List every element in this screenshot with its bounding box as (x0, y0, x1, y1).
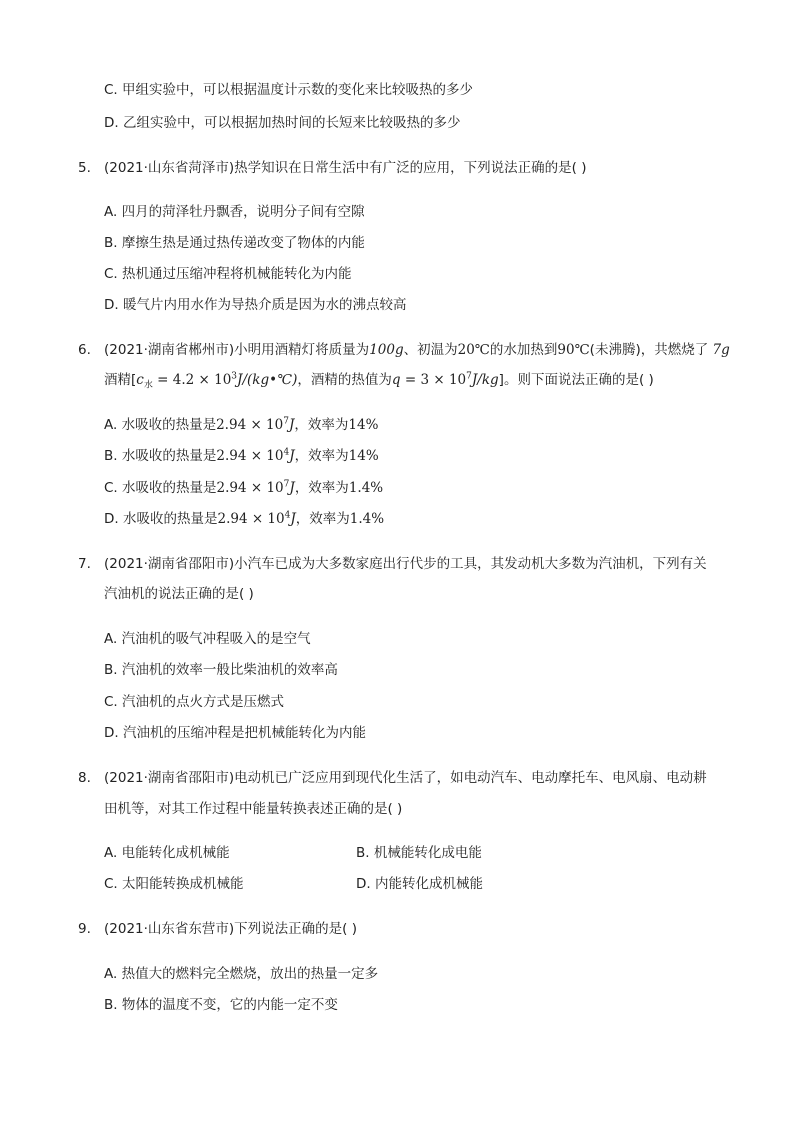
q6-option-b-efficiency: 14% (348, 448, 379, 464)
q6-option-b (104, 446, 379, 466)
q6-option-a-efficiency: 14% (348, 417, 379, 433)
q6-option-d-value: 2.94 × 10 (217, 511, 285, 527)
q7-stem-line2: 汽油机的说法正确的是( ) (104, 586, 254, 602)
q6-c-subscript: 水 (143, 380, 153, 391)
q9-option-b: B. 物体的温度不变，它的内能一定不变 (104, 997, 338, 1013)
q7-option-a: A. 汽油机的吸气冲程吸入的是空气 (104, 631, 311, 647)
q6-option-c (104, 478, 383, 498)
q6-option-b-value: 2.94 × 10 (216, 448, 284, 464)
q6-option-a-value: 2.94 × 10 (216, 417, 284, 433)
q6-option-d-text: ，效率为 (295, 511, 350, 527)
q6-final-temp: 90℃ (557, 342, 590, 358)
q6-stem-text: 酒精[ (104, 372, 137, 388)
q8-option-b: B. 机械能转化成电能 (356, 845, 482, 861)
q6-option-a-text: ，效率为 (294, 417, 349, 433)
q6-option-c-text: ，效率为 (294, 480, 349, 496)
q6-option-d (104, 509, 384, 529)
q6-option-b-text: B. 水吸收的热量是 (104, 448, 217, 464)
q4-option-d: D. 乙组实验中，可以根据加热时间的长短来比较吸热的多少 (104, 115, 461, 131)
q7-number: 7. (78, 556, 91, 572)
q6-option-c-value: 2.94 × 10 (216, 480, 284, 496)
q8-option-c: C. 太阳能转换成机械能 (104, 876, 244, 892)
q6-number: 6. (78, 342, 91, 358)
q5-option-d: D. 暖气片内用水作为导热介质是因为水的沸点较高 (104, 297, 407, 313)
q6-mass: 100g (369, 342, 404, 358)
q6-c-exponent: 3 (231, 371, 238, 382)
q6-option-b-unit: J (289, 448, 295, 464)
q8-option-d: D. 内能转化成机械能 (356, 876, 483, 892)
q7-option-c: C. 汽油机的点火方式是压燃式 (104, 694, 285, 710)
q5-stem: (2021·山东省菏泽市)热学知识在日常生活中有广泛的应用，下列说法正确的是( ) (104, 160, 587, 176)
q6-option-c-unit: J (289, 480, 295, 496)
q6-q-symbol: q (391, 372, 401, 388)
q6-stem-text: 的水加热到 (489, 342, 558, 358)
q6-c-value: = 4.2 × 10 (152, 372, 232, 388)
q6-fuel-mass: 7g (712, 342, 730, 358)
q6-stem-line2 (104, 370, 654, 390)
q4-option-c: C. 甲组实验中，可以根据温度计示数的变化来比较吸热的多少 (104, 82, 474, 98)
q6-stem-text: 、初温为 (403, 342, 458, 358)
q5-option-b: B. 摩擦生热是通过热传递改变了物体的内能 (104, 235, 365, 251)
q6-initial-temp: 20℃ (457, 342, 490, 358)
q6-stem-text: (未沸腾)，共燃烧了 (589, 342, 709, 358)
q7-stem-line1: (2021·湖南省邵阳市)小汽车已成为大多数家庭出行代步的工具，其发动机大多数为汽油机，下列有关 (104, 556, 707, 572)
q7-option-b: B. 汽油机的效率一般比柴油机的效率高 (104, 662, 338, 678)
q8-stem-line1: (2021·湖南省邵阳市)电动机已广泛应用到现代化生活了，如电动汽车、电动摩托车、电风扇、电动耕 (104, 770, 707, 786)
q6-q-value: = 3 × 10 (400, 372, 467, 388)
q9-stem: (2021·山东省东营市)下列说法正确的是( ) (104, 921, 358, 937)
q6-option-d-unit: J (290, 511, 296, 527)
q8-option-a: A. 电能转化成机械能 (104, 845, 230, 861)
q6-stem-text: (2021·湖南省郴州市)小明用酒精灯将质量为 (104, 342, 370, 358)
q6-q-unit: J/kg (471, 372, 499, 388)
q7-option-d: D. 汽油机的压缩冲程是把机械能转化为内能 (104, 725, 366, 741)
q6-stem-text: ]。则下面说法正确的是( ) (498, 372, 654, 388)
q6-option-c-efficiency: 1.4% (348, 480, 384, 496)
q6-option-b-exponent: 4 (283, 447, 290, 458)
q6-option-b-text: ，效率为 (294, 448, 349, 464)
q6-option-a-exponent: 7 (283, 416, 289, 427)
q6-option-a (104, 415, 378, 435)
q6-stem-text: ，酒精的热值为 (297, 372, 392, 388)
q5-option-c: C. 热机通过压缩冲程将机械能转化为内能 (104, 266, 352, 282)
q6-option-c-exponent: 7 (283, 479, 290, 490)
q6-option-a-text: A. 水吸收的热量是 (104, 417, 217, 433)
q6-option-d-exponent: 4 (284, 510, 291, 521)
q6-c-symbol: c (136, 372, 144, 388)
q9-number: 9. (78, 921, 91, 937)
q6-option-d-efficiency: 1.4% (349, 511, 385, 527)
q6-option-d-text: D. 水吸收的热量是 (104, 511, 218, 527)
q5-option-a: A. 四月的菏泽牡丹飘香，说明分子间有空隙 (104, 204, 365, 220)
q6-stem-line1 (104, 340, 730, 360)
q8-number: 8. (78, 770, 91, 786)
q8-stem-line2: 田机等，对其工作过程中能量转换表述正确的是( ) (104, 801, 403, 817)
q5-number: 5. (78, 160, 91, 176)
q6-option-a-unit: J (288, 417, 295, 433)
q9-option-a: A. 热值大的燃料完全燃烧，放出的热量一定多 (104, 966, 379, 982)
q6-q-exponent: 7 (466, 371, 472, 382)
q6-c-unit: J/(kg•℃) (237, 372, 298, 388)
q6-option-c-text: C. 水吸收的热量是 (104, 480, 217, 496)
